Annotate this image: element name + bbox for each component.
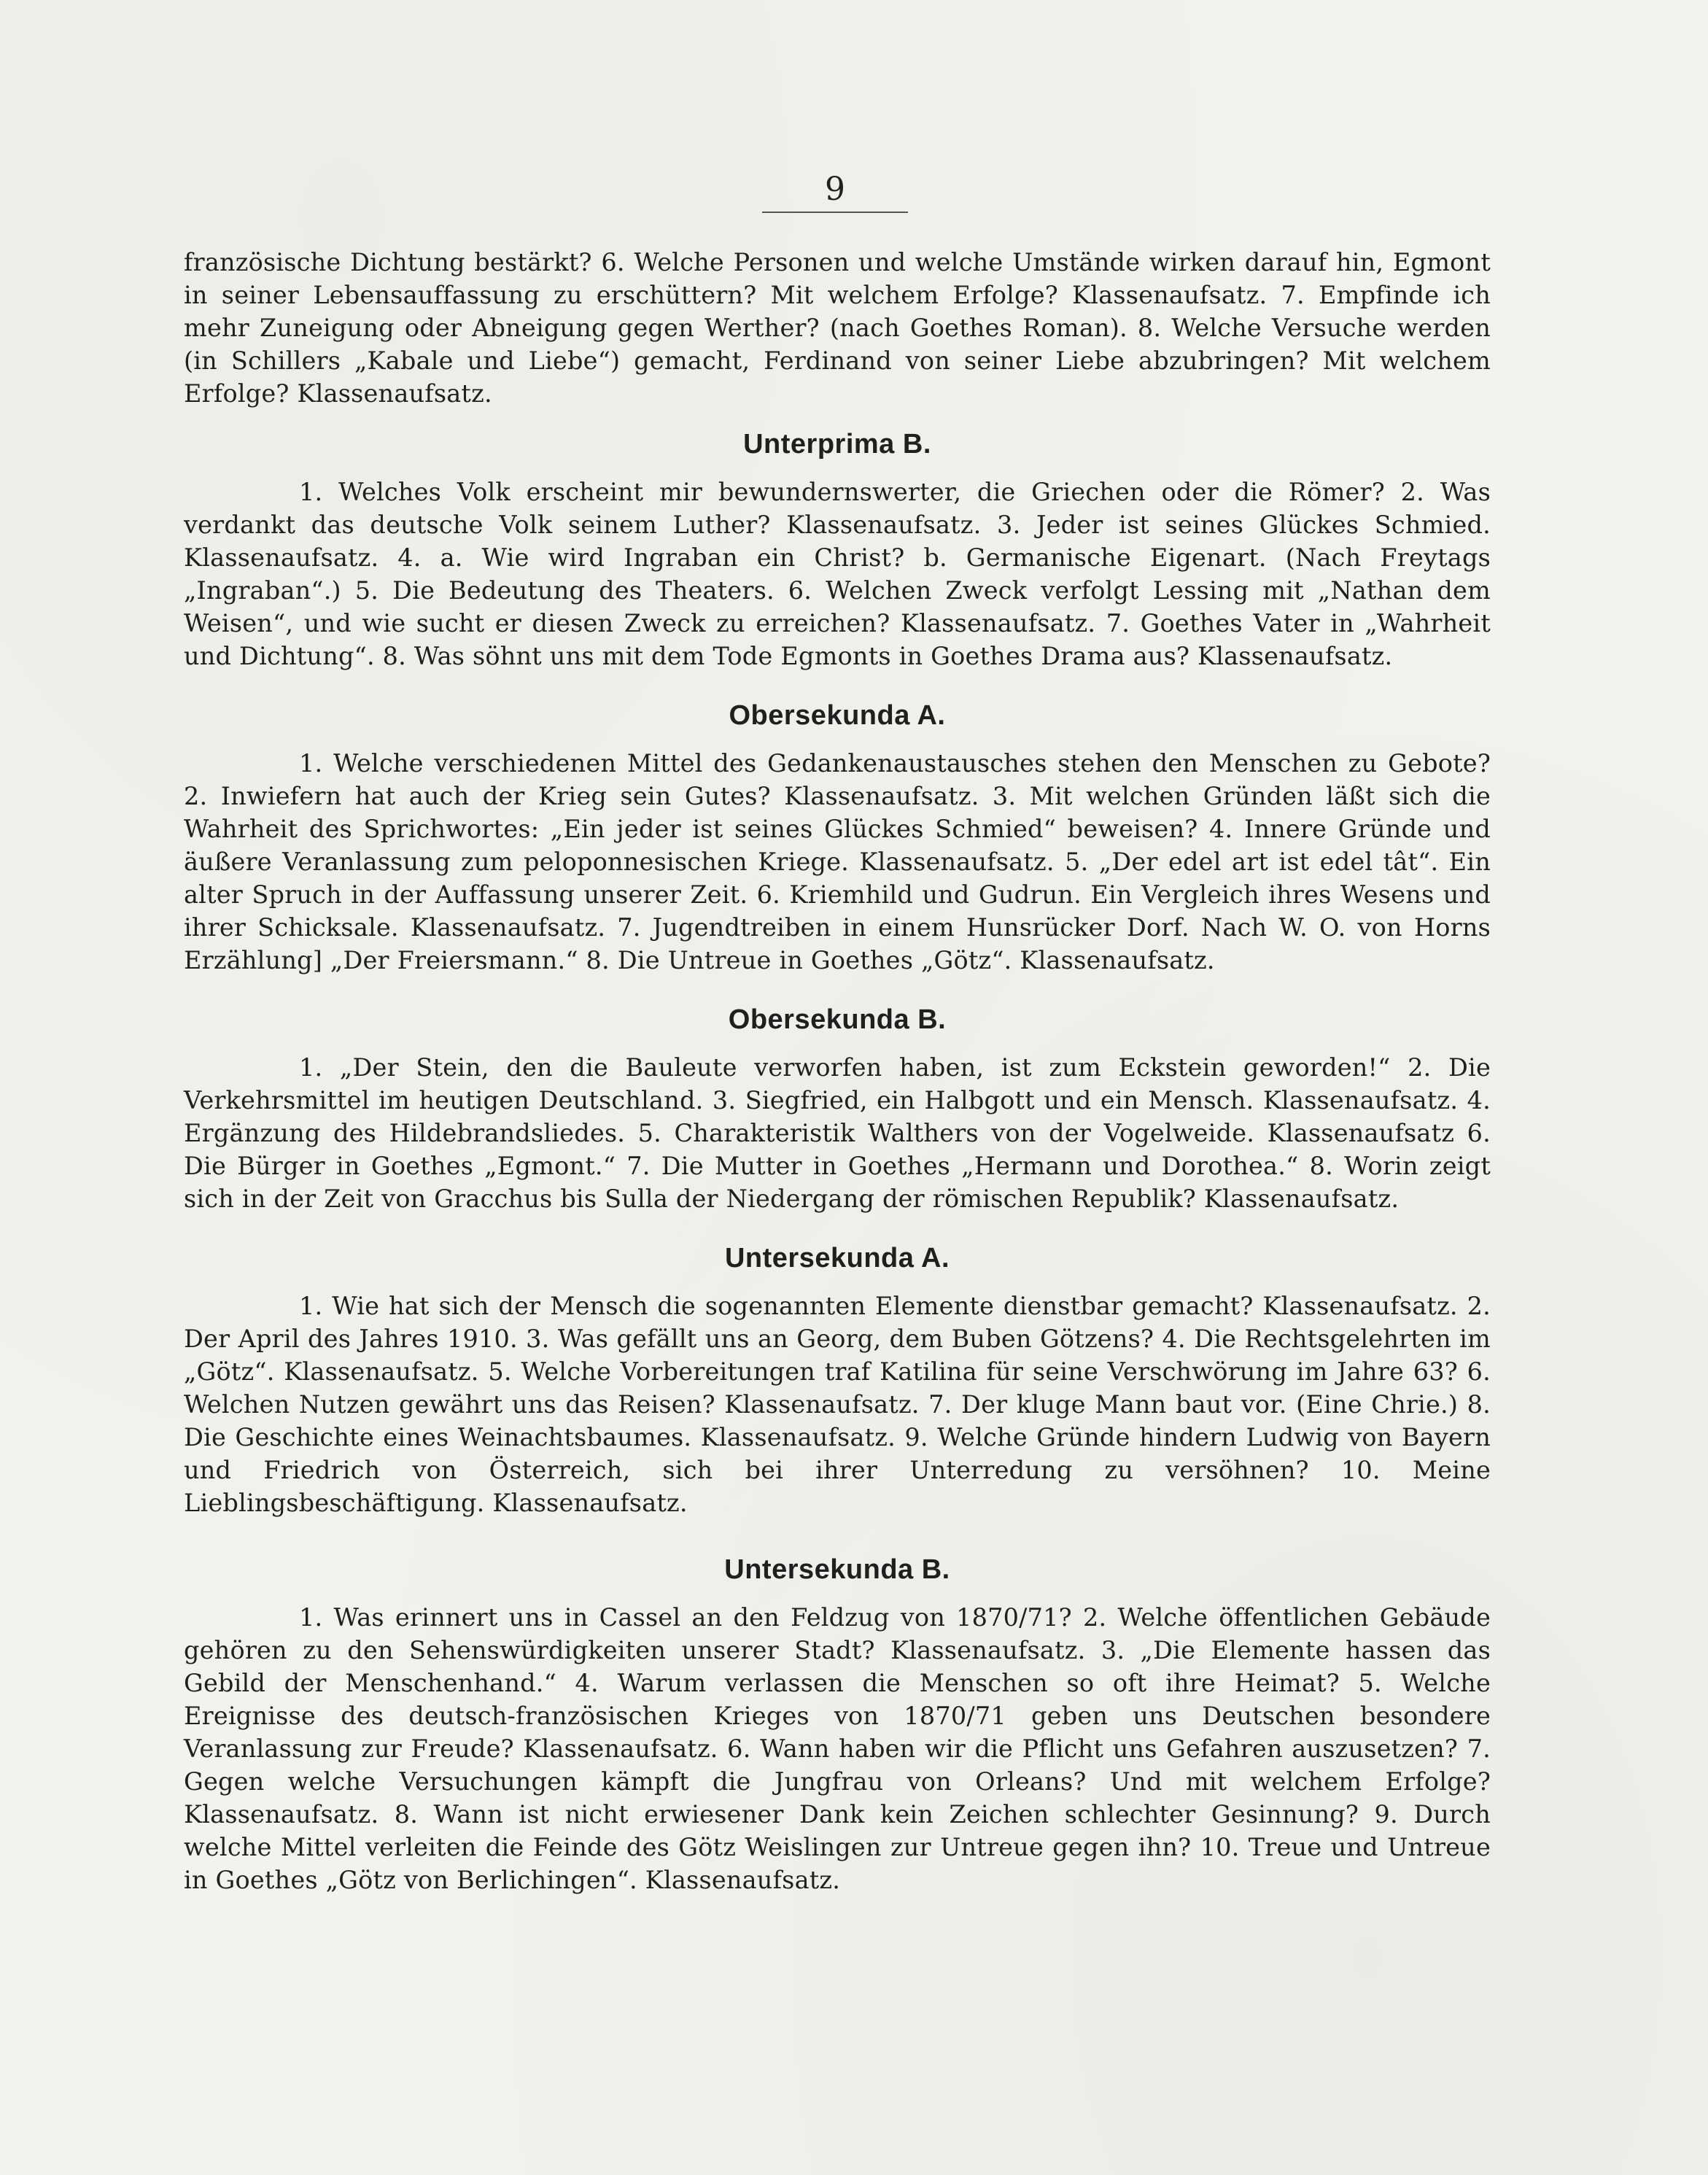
section-text-obersekunda-b: 1. „Der Stein, den die Bauleute verworfen haben, ist zum Eckstein geworden!“ 2. Die Verkehrsmittel im heutigen Deutschland. 3. Siegfried, ein Halbgott und ein Mensch. Klassenaufsatz. 4. Ergänzung des Hildebrandsliedes. 5. Charakteristik Walthers von der Vogelweide. Klassenaufsatz 6. Die Bürger in Goethes „Egmont.“ 7. Die Mutter in Goethes „Hermann und Dorothea.“ 8. Worin zeigt sich in der Zeit von Gracchus bis Sulla der Niedergang der römischen Republik? Klassenaufsatz.	[184, 1053, 1491, 1213]
section-heading-untersekunda-a: Untersekunda A.	[724, 1243, 950, 1273]
intro-paragraph: französische Dichtung bestärkt? 6. Welche Personen und welche Umstände wirken darauf hin, Egmont in seiner Lebensauffassung zu erschüttern? Mit welchem Erfolge? Klassenaufsatz. 7. Empfinde ich mehr Zuneigung oder Abneigung gegen Werther? (nach Goethes Roman). 8. Welche Versuche werden (in Schillers „Kabale und Liebe“) gemacht, Ferdinand von seiner Liebe abzubringen? Mit welchem Erfolge? Klassenaufsatz.	[184, 248, 1491, 408]
section-text-obersekunda-a: 1. Welche verschiedenen Mittel des Gedankenaustausches stehen den Menschen zu Gebote? 2. Inwiefern hat auch der Krieg sein Gutes? Klassenaufsatz. 3. Mit welchen Gründen läßt sich die Wahrheit des Sprichwortes: „Ein jeder ist seines Glückes Schmied“ beweisen? 4. Innere Gründe und äußere Veranlassung zum peloponnesischen Kriege. Klassenaufsatz. 5. „Der edel art ist edel tât“. Ein alter Spruch in der Auffassung unserer Zeit. 6. Kriemhild und Gudrun. Ein Vergleich ihres Wesens und ihrer Schicksale. Klassenaufsatz. 7. Jugendtreiben in einem Hunsrücker Dorf. Nach W. O. von Horns Erzählung] „Der Freiersmann.“ 8. Die Untreue in Goethes „Götz“. Klassenaufsatz.	[184, 749, 1491, 974]
section-heading-unterprima-b: Unterprima B.	[743, 429, 931, 460]
section-heading-untersekunda-b: Untersekunda B.	[724, 1554, 950, 1585]
section-text-unterprima-b: 1. Welches Volk erscheint mir bewundernswerter, die Griechen oder die Römer? 2. Was verdankt das deutsche Volk seinem Luther? Klassenaufsatz. 3. Jeder ist seines Glückes Schmied. Klassenaufsatz. 4. a. Wie wird Ingraban ein Christ? b. Germanische Eigenart. (Nach Freytags „Ingraban“.) 5. Die Bedeutung des Theaters. 6. Welchen Zweck verfolgt Lessing mit „Nathan dem Weisen“, und wie sucht er diesen Zweck zu erreichen? Klassenaufsatz. 7. Goethes Vater in „Wahrheit und Dichtung“. 8. Was söhnt uns mit dem Tode Egmonts in Goethes Drama aus? Klassenaufsatz.	[184, 478, 1491, 670]
section-heading-obersekunda-a: Obersekunda A.	[729, 700, 946, 731]
section-text-untersekunda-b: 1. Was erinnert uns in Cassel an den Feldzug von 1870/71? 2. Welche öffentlichen Gebäude gehören zu den Sehenswürdigkeiten unserer Stadt? Klassenaufsatz. 3. „Die Elemente hassen das Gebild der Menschenhand.“ 4. Warum verlassen die Menschen so oft ihre Heimat? 5. Welche Ereignisse des deutsch-französischen Krieges von 1870/71 geben uns Deutschen besondere Veranlassung zur Freude? Klassenaufsatz. 6. Wann haben wir die Pflicht uns Gefahren auszusetzen? 7. Gegen welche Versuchungen kämpft die Jungfrau von Orleans? Und mit welchem Erfolge? Klassenaufsatz. 8. Wann ist nicht erwiesener Dank kein Zeichen schlechter Gesinnung? 9. Durch welche Mittel verleiten die Feinde des Götz Weislingen zur Untreue gegen ihn? 10. Treue und Untreue in Goethes „Götz von Berlichingen“. Klassenaufsatz.	[184, 1603, 1491, 1894]
page-number-rule	[762, 212, 908, 213]
page-content	[184, 246, 1491, 1896]
section-text-untersekunda-a: 1. Wie hat sich der Mensch die sogenannten Elemente dienstbar gemacht? Klassenaufsatz. 2. Der April des Jahres 1910. 3. Was gefällt uns an Georg, dem Buben Götzens? 4. Die Rechtsgelehrten im „Götz“. Klassenaufsatz. 5. Welche Vorbereitungen traf Katilina für seine Verschwörung im Jahre 63? 6. Welchen Nutzen gewährt uns das Reisen? Klassenaufsatz. 7. Der kluge Mann baut vor. (Eine Chrie.) 8. Die Geschichte eines Weinachtsbaumes. Klassenaufsatz. 9. Welche Gründe hindern Ludwig von Bayern und Friedrich von Österreich, sich bei ihrer Unterredung zu versöhnen? 10. Meine Lieblingsbeschäftigung. Klassenaufsatz.	[184, 1292, 1491, 1517]
page-number: 9	[825, 171, 845, 208]
section-heading-obersekunda-b: Obersekunda B.	[728, 1004, 947, 1035]
